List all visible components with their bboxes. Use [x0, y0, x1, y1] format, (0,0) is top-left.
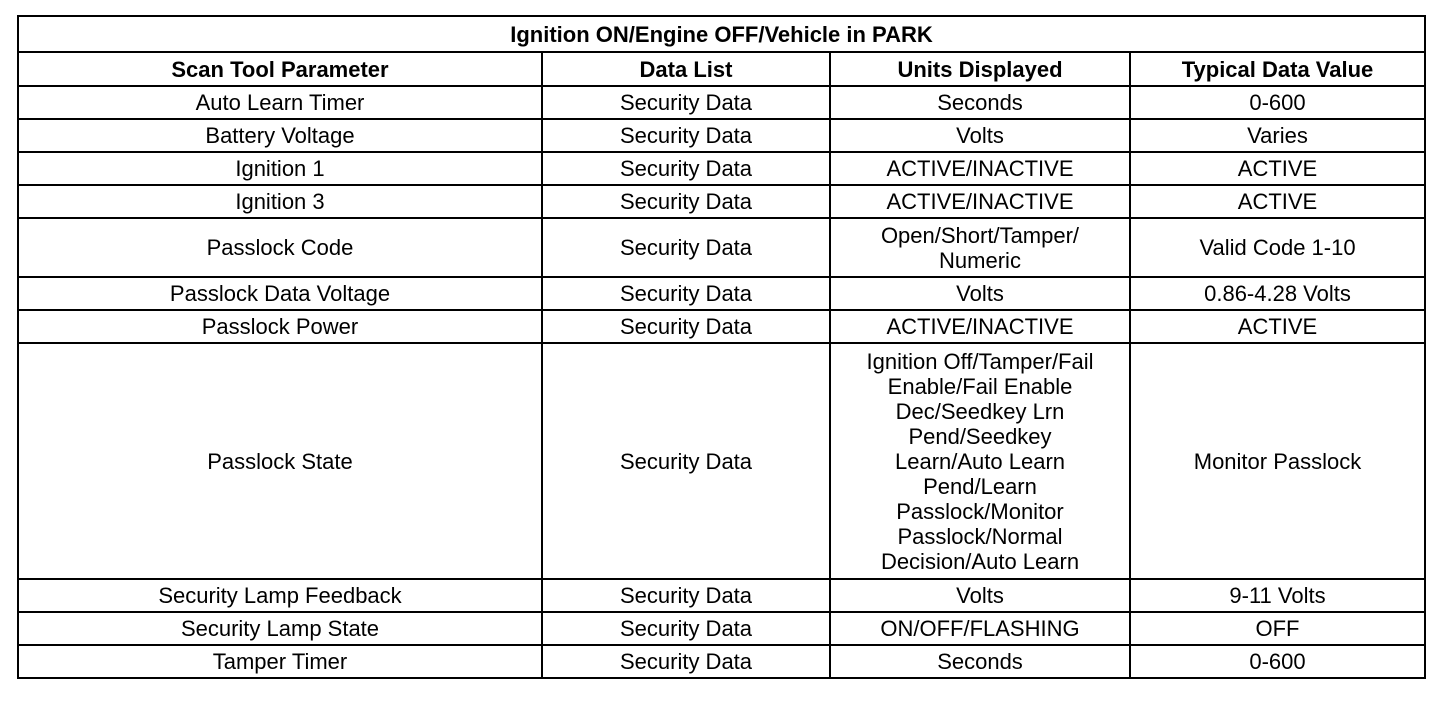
parameter-cell: Security Lamp Feedback	[18, 579, 542, 612]
table-row	[18, 152, 1425, 185]
scan-tool-data-table	[17, 15, 1426, 679]
table-title-row	[18, 16, 1425, 52]
typical-value-cell: 9-11 Volts	[1130, 579, 1425, 612]
units-cell: Open/Short/Tamper/ Numeric	[830, 218, 1130, 277]
column-header-typical-value: Typical Data Value	[1130, 52, 1425, 86]
typical-value-cell: 0-600	[1130, 86, 1425, 119]
data-list-cell: Security Data	[542, 185, 830, 218]
parameter-cell: Passlock Data Voltage	[18, 277, 542, 310]
column-header-units: Units Displayed	[830, 52, 1130, 86]
table-header-row	[18, 52, 1425, 86]
data-list-cell: Security Data	[542, 277, 830, 310]
data-list-cell: Security Data	[542, 86, 830, 119]
parameter-cell: Auto Learn Timer	[18, 86, 542, 119]
data-list-cell: Security Data	[542, 645, 830, 678]
units-cell: ON/OFF/FLASHING	[830, 612, 1130, 645]
units-cell: ACTIVE/INACTIVE	[830, 152, 1130, 185]
units-cell: Volts	[830, 277, 1130, 310]
scan-tool-data-table-container	[17, 15, 1424, 679]
units-cell: Volts	[830, 579, 1130, 612]
table-row	[18, 86, 1425, 119]
data-list-cell: Security Data	[542, 218, 830, 277]
table-row	[18, 343, 1425, 579]
table-title: Ignition ON/Engine OFF/Vehicle in PARK	[18, 16, 1425, 52]
table-row	[18, 277, 1425, 310]
parameter-cell: Battery Voltage	[18, 119, 542, 152]
column-header-parameter: Scan Tool Parameter	[18, 52, 542, 86]
data-list-cell: Security Data	[542, 579, 830, 612]
data-list-cell: Security Data	[542, 612, 830, 645]
column-header-data-list: Data List	[542, 52, 830, 86]
parameter-cell: Security Lamp State	[18, 612, 542, 645]
table-row	[18, 185, 1425, 218]
data-list-cell: Security Data	[542, 119, 830, 152]
table-row	[18, 218, 1425, 277]
units-cell: ACTIVE/INACTIVE	[830, 310, 1130, 343]
table-row	[18, 612, 1425, 645]
table-row	[18, 645, 1425, 678]
table-row	[18, 310, 1425, 343]
typical-value-cell: 0.86-4.28 Volts	[1130, 277, 1425, 310]
typical-value-cell: OFF	[1130, 612, 1425, 645]
parameter-cell: Tamper Timer	[18, 645, 542, 678]
units-cell: Ignition Off/Tamper/Fail Enable/Fail Enable Dec/Seedkey Lrn Pend/Seedkey Learn/Auto Learn Pend/Learn Passlock/Monitor Passlock/Normal Decision/Auto Learn	[830, 343, 1130, 579]
units-cell: ACTIVE/INACTIVE	[830, 185, 1130, 218]
parameter-cell: Ignition 1	[18, 152, 542, 185]
typical-value-cell: 0-600	[1130, 645, 1425, 678]
data-list-cell: Security Data	[542, 343, 830, 579]
table-row	[18, 579, 1425, 612]
parameter-cell: Passlock Code	[18, 218, 542, 277]
data-list-cell: Security Data	[542, 310, 830, 343]
parameter-cell: Passlock State	[18, 343, 542, 579]
typical-value-cell: Varies	[1130, 119, 1425, 152]
data-list-cell: Security Data	[542, 152, 830, 185]
table-row	[18, 119, 1425, 152]
typical-value-cell: ACTIVE	[1130, 185, 1425, 218]
typical-value-cell: Monitor Passlock	[1130, 343, 1425, 579]
typical-value-cell: Valid Code 1-10	[1130, 218, 1425, 277]
parameter-cell: Ignition 3	[18, 185, 542, 218]
units-cell: Seconds	[830, 86, 1130, 119]
units-cell: Seconds	[830, 645, 1130, 678]
units-cell: Volts	[830, 119, 1130, 152]
typical-value-cell: ACTIVE	[1130, 310, 1425, 343]
parameter-cell: Passlock Power	[18, 310, 542, 343]
typical-value-cell: ACTIVE	[1130, 152, 1425, 185]
